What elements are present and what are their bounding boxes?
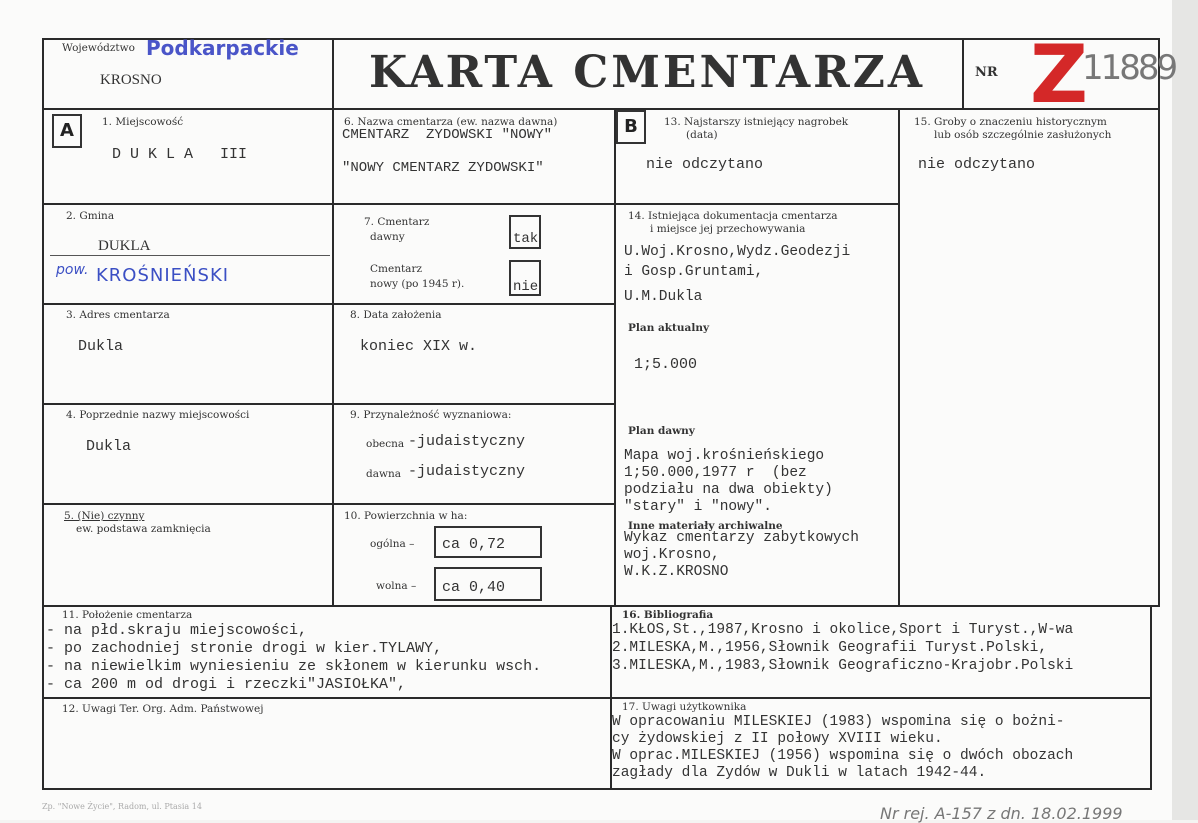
ogolna-label: ogólna – [370,538,415,550]
nr-value: 11889 [1082,48,1176,88]
doc-line: U.Woj.Krosno,Wydz.Geodezji [624,244,851,260]
inne-materialy-label: Inne materiały archiwalne [628,520,783,532]
inne-line: Wykaz cmentarzy zabytkowych [624,530,859,546]
field-6-value-1: CMENTARZ ZYDOWSKI "NOWY" [342,127,553,143]
inne-line: W.K.Z.KROSNO [624,564,729,580]
handwritten-powiat: KROŚNIEŃSKI [96,265,230,286]
gmina-divider [50,255,330,256]
field-15-label: 15. Groby o znaczeniu historycznym [914,116,1107,128]
obecna-value: -judaistyczny [408,433,526,450]
field-7-nowy-sublabel: nowy (po 1945 r). [370,278,465,290]
ogolna-value: ca 0,72 [442,536,506,553]
wojewodztwo-value: KROSNO [100,72,162,88]
field-14-sublabel: i miejsce jej przechowywania [650,223,806,235]
plan-dawny-line: Mapa woj.krośnieńskiego [624,448,825,464]
inne-line: woj.Krosno, [624,547,720,563]
plan-dawny-line: podziału na dwa obiekty) [624,482,833,498]
field-7-label: 7. Cmentarz [364,216,430,228]
handwritten-registry-note: Nr rej. A-157 z dn. 18.02.1999 [880,804,1123,823]
location-line: - ca 200 m od drogi i rzeczki"JASIOŁKA", [46,676,407,693]
field-15-sublabel: lub osób szczególnie zasłużonych [934,129,1112,141]
field-2-value: DUKLA [98,238,151,254]
plan-dawny-line: 1;50.000,1977 r (bez [624,465,807,481]
field-15-cell [898,108,1160,607]
field-3-label: 3. Adres cmentarza [66,309,170,321]
bibliography-item: 3.MILESKA,M.,1983,Słownik Geograficzno-Krajobr.Polski [612,658,1074,674]
wojewodztwo-label: Województwo [62,42,135,54]
dawny-box [509,215,541,249]
bibliography-item: 2.MILESKA,M.,1956,Słownik Geografii Turyst.Polski, [612,640,1048,656]
section-b-letter: B [616,110,646,144]
doc-line: U.M.Dukla [624,289,703,305]
ogolna-box [434,526,542,558]
field-5-label: 5. (Nie) czynny [64,510,145,522]
nr-prefix-mark: Z [1030,28,1089,121]
field-16-label: 16. Bibliografia [622,609,714,621]
wolna-value: ca 0,40 [442,579,506,596]
field-15-value: nie odczytano [918,156,1036,173]
nr-label: NR [975,65,998,80]
field-13-value: nie odczytano [646,156,764,173]
field-10-label: 10. Powierzchnia w ha: [344,510,468,522]
wolna-label: wolna – [376,580,417,592]
location-line: - na płd.skraju miejscowości, [46,622,308,639]
field-8-value: koniec XIX w. [360,338,478,355]
doc-line: i Gosp.Gruntami, [624,264,764,280]
wojewodztwo-stamp: Podkarpackie [146,36,299,60]
field-6-value-2: "NOWY CMENTARZ ZYDOWSKI" [342,160,544,176]
dawna-label: dawna [366,468,401,480]
page-title: KARTA CMENTARZA [369,47,925,98]
remark-line: cy żydowskiej z II połowy XVIII wieku. [612,731,943,747]
nowy-box [509,260,541,296]
handwritten-pow: pow. [56,262,89,278]
bibliography-item: 1.KŁOS,St.,1987,Krosno i okolice,Sport i Turyst.,W-wa [612,622,1074,638]
field-4-value: Dukla [86,438,132,455]
field-13-label: 13. Najstarszy istniejący nagrobek [664,116,849,128]
dawny-value: tak [513,231,539,247]
plan-aktualny-label: Plan aktualny [628,322,710,334]
plan-dawny-label: Plan dawny [628,425,695,437]
field-12-label: 12. Uwagi Ter. Org. Adm. Państwowej [62,703,264,715]
section-a-letter: A [52,114,82,148]
field-11-label: 11. Położenie cmentarza [62,609,193,621]
field-14-label: 14. Istniejąca dokumentacja cmentarza [628,210,838,222]
location-line: - na niewielkim wyniesieniu ze skłonem w kierunku wsch. [46,658,542,675]
printer-imprint: Zp. "Nowe Życie", Radom, ul. Ptasia 14 [42,802,202,811]
plan-aktualny-value: 1;5.000 [634,356,698,373]
plan-dawny-line: "stary" i "nowy". [624,499,772,515]
remark-line: W opracowaniu MILESKIEJ (1983) wspomina się o bożni- [612,714,1065,730]
field-5-sublabel: ew. podstawa zamknięcia [76,523,211,535]
field-4-label: 4. Poprzednie nazwy miejscowości [66,409,250,421]
field-8-label: 8. Data założenia [350,309,442,321]
remark-line: W oprac.MILESKIEJ (1956) wspomina się o dwóch obozach [612,748,1074,764]
nowy-value: nie [513,279,539,295]
field-1-label: 1. Miejscowość [102,116,184,128]
field-1-value: D U K L A III [112,146,248,163]
field-17-label: 17. Uwagi użytkownika [622,701,747,713]
location-line: - po zachodniej stronie drogi w kier.TYLAWY, [46,640,443,657]
remark-line: zagłady dla Zydów w Dukli w latach 1942-44. [612,765,987,781]
obecna-label: obecna [366,438,405,450]
field-13-sublabel: (data) [686,129,718,141]
field-3-value: Dukla [78,338,124,355]
dawna-value: -judaistyczny [408,463,526,480]
field-6-label: 6. Nazwa cmentarza (ew. nazwa dawna) [344,116,558,128]
field-7-dawny-label: dawny [370,231,405,243]
wolna-box [434,567,542,601]
field-7-nowy-label: Cmentarz [370,263,422,275]
scan-edge [1172,0,1198,820]
field-9-label: 9. Przynależność wyznaniowa: [350,409,512,421]
field-2-label: 2. Gmina [66,210,115,222]
